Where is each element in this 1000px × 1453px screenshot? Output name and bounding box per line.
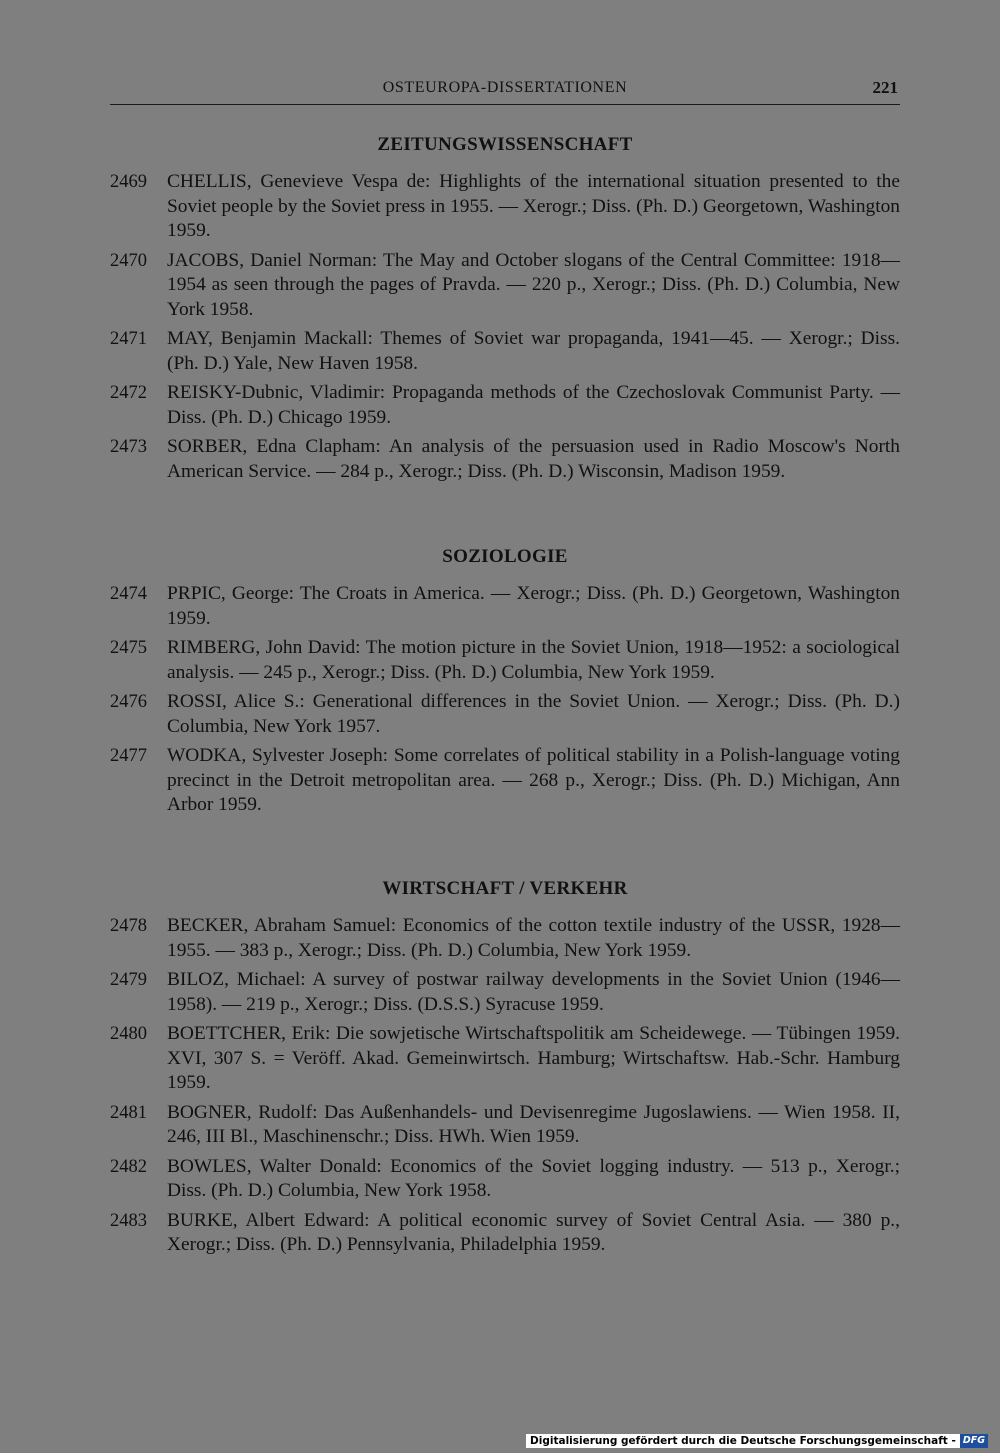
entry-number: 2477 — [110, 746, 147, 766]
list-item — [110, 249, 900, 323]
list-item — [110, 968, 900, 1017]
entry-number: 2471 — [110, 329, 147, 349]
entry-number: 2481 — [110, 1102, 147, 1123]
list-item — [110, 690, 900, 739]
entry-text: BURKE, Albert Edward: A political economic survey of Soviet Central Asia. — 380 p., Xerogr.; Diss. (Ph. D.) Pennsylvania, Philadelphia 1959. — [167, 1209, 900, 1255]
entry-number: 2475 — [110, 638, 147, 658]
section-soziologie — [110, 542, 900, 823]
section-heading: WIRTSCHAFT / VERKEHR — [382, 878, 628, 899]
running-header — [110, 78, 900, 105]
entry-number: 2470 — [110, 250, 147, 271]
entry-text: WODKA, Sylvester Joseph: Some correlates of political stability in a Polish-language voting precinct in the Detroit metropolitan area. — 268 p., Xerogr.; Diss. (Ph. D.) Michigan, Ann Arbor 1959. — [167, 745, 900, 815]
list-item — [110, 1101, 900, 1150]
entry-text: JACOBS, Daniel Norman: The May and October slogans of the Central Committee: 1918—1954 as seen through the pages of Pravda. — 220 p., Xerogr.; Diss. (Ph. D.) Columbia, New York 1958. — [167, 249, 900, 320]
entry-number: 2478 — [110, 916, 147, 936]
footer-text: Digitalisierung gefördert durch die Deutsche Forschungsgemeinschaft - — [530, 1435, 956, 1447]
entry-text: MAY, Benjamin Mackall: Themes of Soviet war propaganda, 1941—45. — Xerogr.; Diss. (Ph. D.) Yale, New Haven 1958. — [167, 328, 900, 374]
entry-text: SORBER, Edna Clapham: An analysis of the persuasion used in Radio Moscow's North American Service. — 284 p., Xerogr.; Diss. (Ph. D.) Wisconsin, Madison 1959. — [167, 436, 900, 482]
entry-number: 2473 — [110, 437, 147, 457]
entry-text: PRPIC, George: The Croats in America. — Xerogr.; Diss. (Ph. D.) Georgetown, Washington 1959. — [167, 583, 900, 629]
list-item — [110, 744, 900, 818]
entry-number: 2482 — [110, 1156, 147, 1177]
section-heading: SOZIOLOGIE — [442, 546, 568, 567]
section-wirtschaft-verkehr — [110, 874, 900, 1263]
entry-number: 2479 — [110, 970, 147, 990]
list-item — [110, 1022, 900, 1096]
entry-text: ROSSI, Alice S.: Generational differences in the Soviet Union. — Xerogr.; Diss. (Ph. D.) Columbia, New York 1957. — [167, 691, 900, 737]
entry-text: BOETTCHER, Erik: Die sowjetische Wirtschaftspolitik am Scheidewege. — Tübingen 1959. XVI, 307 S. = Veröff. Akad. Gemeinwirtsch. Hamburg; Wirtschaftsw. Hab.-Schr. Hamburg 1959. — [167, 1023, 900, 1093]
entry-text: REISKY-Dubnic, Vladimir: Propaganda methods of the Czechoslovak Communist Party. — Diss. (Ph. D.) Chicago 1959. — [167, 382, 900, 428]
section-heading: ZEITUNGSWISSENSCHAFT — [377, 134, 633, 155]
entry-number: 2474 — [110, 584, 147, 604]
section-zeitungswissenschaft — [110, 130, 900, 489]
list-item — [110, 170, 900, 244]
list-item — [110, 636, 900, 685]
entry-text: BILOZ, Michael: A survey of postwar railway developments in the Soviet Union (1946—1958). — 219 p., Xerogr.; Diss. (D.S.S.) Syracuse 1959. — [167, 969, 900, 1015]
list-item — [110, 435, 900, 484]
list-item — [110, 381, 900, 430]
entry-text: BECKER, Abraham Samuel: Economics of the cotton textile industry of the USSR, 1928—1955. — 383 p., Xerogr.; Diss. (Ph. D.) Columbia, New York 1959. — [167, 915, 900, 961]
entry-number: 2469 — [110, 172, 147, 192]
entry-number: 2483 — [110, 1210, 147, 1231]
entry-number: 2472 — [110, 383, 147, 403]
digitization-footer — [526, 1434, 988, 1448]
dfg-logo: DFG — [960, 1434, 988, 1448]
list-item — [110, 1209, 900, 1258]
entry-text: CHELLIS, Genevieve Vespa de: Highlights of the international situation presented to the Soviet people by the Soviet press in 1955. — Xerogr.; Diss. (Ph. D.) Georgetown, Washington 1959. — [167, 171, 900, 241]
entry-number: 2480 — [110, 1024, 147, 1044]
running-title: OSTEUROPA-DISSERTATIONEN — [382, 79, 628, 96]
entry-number: 2476 — [110, 692, 147, 712]
list-item — [110, 327, 900, 376]
entry-text: RIMBERG, John David: The motion picture in the Soviet Union, 1918—1952: a sociological analysis. — 245 p., Xerogr.; Diss. (Ph. D.) Columbia, New York 1959. — [167, 637, 900, 683]
entry-text: BOGNER, Rudolf: Das Außenhandels- und Devisenregime Jugoslawiens. — Wien 1958. II, 246, III Bl., Maschinenschr.; Diss. HWh. Wien 1959. — [167, 1101, 900, 1147]
list-item — [110, 1155, 900, 1204]
entry-text: BOWLES, Walter Donald: Economics of the Soviet logging industry. — 513 p., Xerogr.; Diss. (Ph. D.) Columbia, New York 1958. — [167, 1155, 900, 1201]
list-item — [110, 914, 900, 963]
list-item — [110, 582, 900, 631]
page-number: 221 — [872, 78, 898, 97]
